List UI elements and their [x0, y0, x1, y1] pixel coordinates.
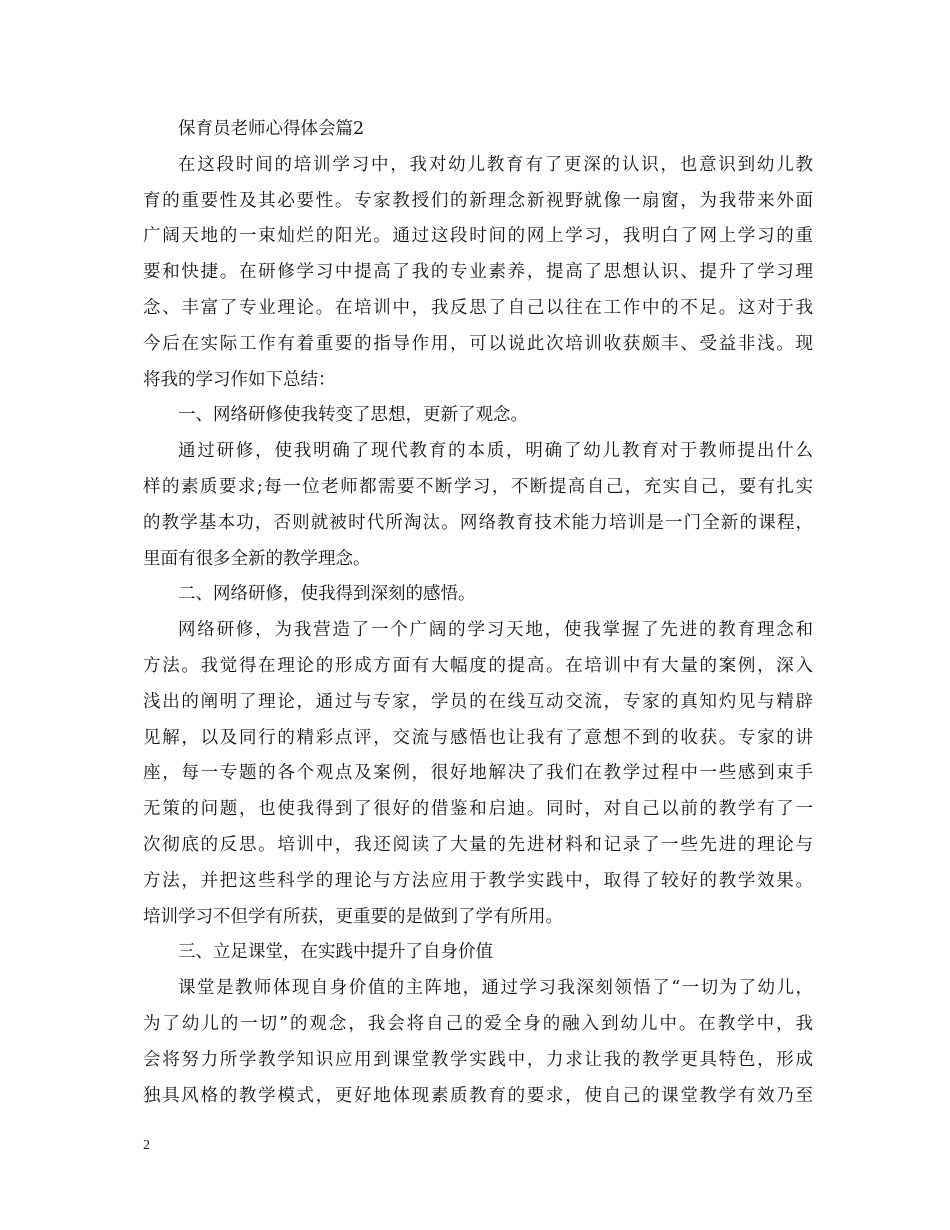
paragraph-line: 样的素质要求;每一位老师都需要不断学习，不断提高自己，充实自己，要有扎实: [143, 476, 813, 497]
paragraph-line: 培训学习不但学有所获，更重要的是做到了学有所用。: [143, 906, 563, 927]
document-title: 保育员老师心得体会篇2: [178, 119, 365, 139]
paragraph-line: 为了幼儿的一切”的观念，我会将自己的爱全身的融入到幼儿中。在教学中，我: [143, 1013, 813, 1034]
paragraph-line: 念、丰富了专业理论。在培训中，我反思了自己以往在工作中的不足。这对于我: [143, 297, 813, 318]
paragraph-line: 次彻底的反思。培训中，我还阅读了大量的先进材料和记录了一些先进的理论与: [143, 834, 813, 855]
paragraph-line: 在这段时间的培训学习中，我对幼儿教育有了更深的认识，也意识到幼儿教: [178, 154, 813, 175]
page-number: 2: [143, 1138, 150, 1153]
paragraph-line: 里面有很多全新的教学理念。: [143, 548, 371, 569]
paragraph-line: 浅出的阐明了理论，通过与专家，学员的在线互动交流，专家的真知灼见与精辟: [143, 691, 813, 712]
paragraph-line: 方法。我觉得在理论的形成方面有大幅度的提高。在培训中有大量的案例，深入: [143, 655, 813, 676]
section-heading: 三、立足课堂，在实践中提升了自身价值: [178, 942, 493, 963]
paragraph-line: 要和快捷。在研修学习中提高了我的专业素养，提高了思想认识、提升了学习理: [143, 262, 813, 283]
paragraph-line: 课堂是教师体现自身价值的主阵地，通过学习我深刻领悟了“一切为了幼儿，: [178, 978, 813, 999]
paragraph-line: 网络研修，为我营造了一个广阔的学习天地，使我掌握了先进的教育理念和: [178, 620, 813, 641]
paragraph-line: 座，每一专题的各个观点及案例，很好地解决了我们在教学过程中一些感到束手: [143, 763, 813, 784]
paragraph-line: 无策的问题，也使我得到了很好的借鉴和启迪。同时，对自己以前的教学有了一: [143, 799, 813, 820]
section-heading: 二、网络研修，使我得到深刻的感悟。: [178, 584, 476, 605]
paragraph-line: 育的重要性及其必要性。专家教授们的新理念新视野就像一扇窗，为我带来外面: [143, 190, 813, 211]
document-body: [143, 112, 813, 1114]
paragraph-line: 见解，以及同行的精彩点评，交流与感悟也让我有了意想不到的收获。专家的讲: [143, 727, 813, 748]
paragraph-line: 的教学基本功，否则就被时代所淘汰。网络教育技术能力培训是一门全新的课程，: [143, 512, 813, 533]
paragraph-line: 方法，并把这些科学的理论与方法应用于教学实践中，取得了较好的教学效果。: [143, 870, 813, 891]
paragraph-line: 广阔天地的一束灿烂的阳光。通过这段时间的网上学习，我明白了网上学习的重: [143, 226, 813, 247]
paragraph-line: 将我的学习作如下总结：: [143, 369, 336, 390]
paragraph-line: 今后在实际工作有着重要的指导作用，可以说此次培训收获颇丰、受益非浅。现: [143, 333, 813, 354]
paragraph-line: 通过研修，使我明确了现代教育的本质，明确了幼儿教育对于教师提出什么: [178, 441, 813, 462]
paragraph-line: 独具风格的教学模式，更好地体现素质教育的要求，使自己的课堂教学有效乃至: [143, 1085, 813, 1106]
section-heading: 一、网络研修使我转变了思想，更新了观念。: [178, 405, 528, 426]
paragraph-line: 会将努力所学教学知识应用到课堂教学实践中，力求让我的教学更具特色，形成: [143, 1049, 813, 1070]
